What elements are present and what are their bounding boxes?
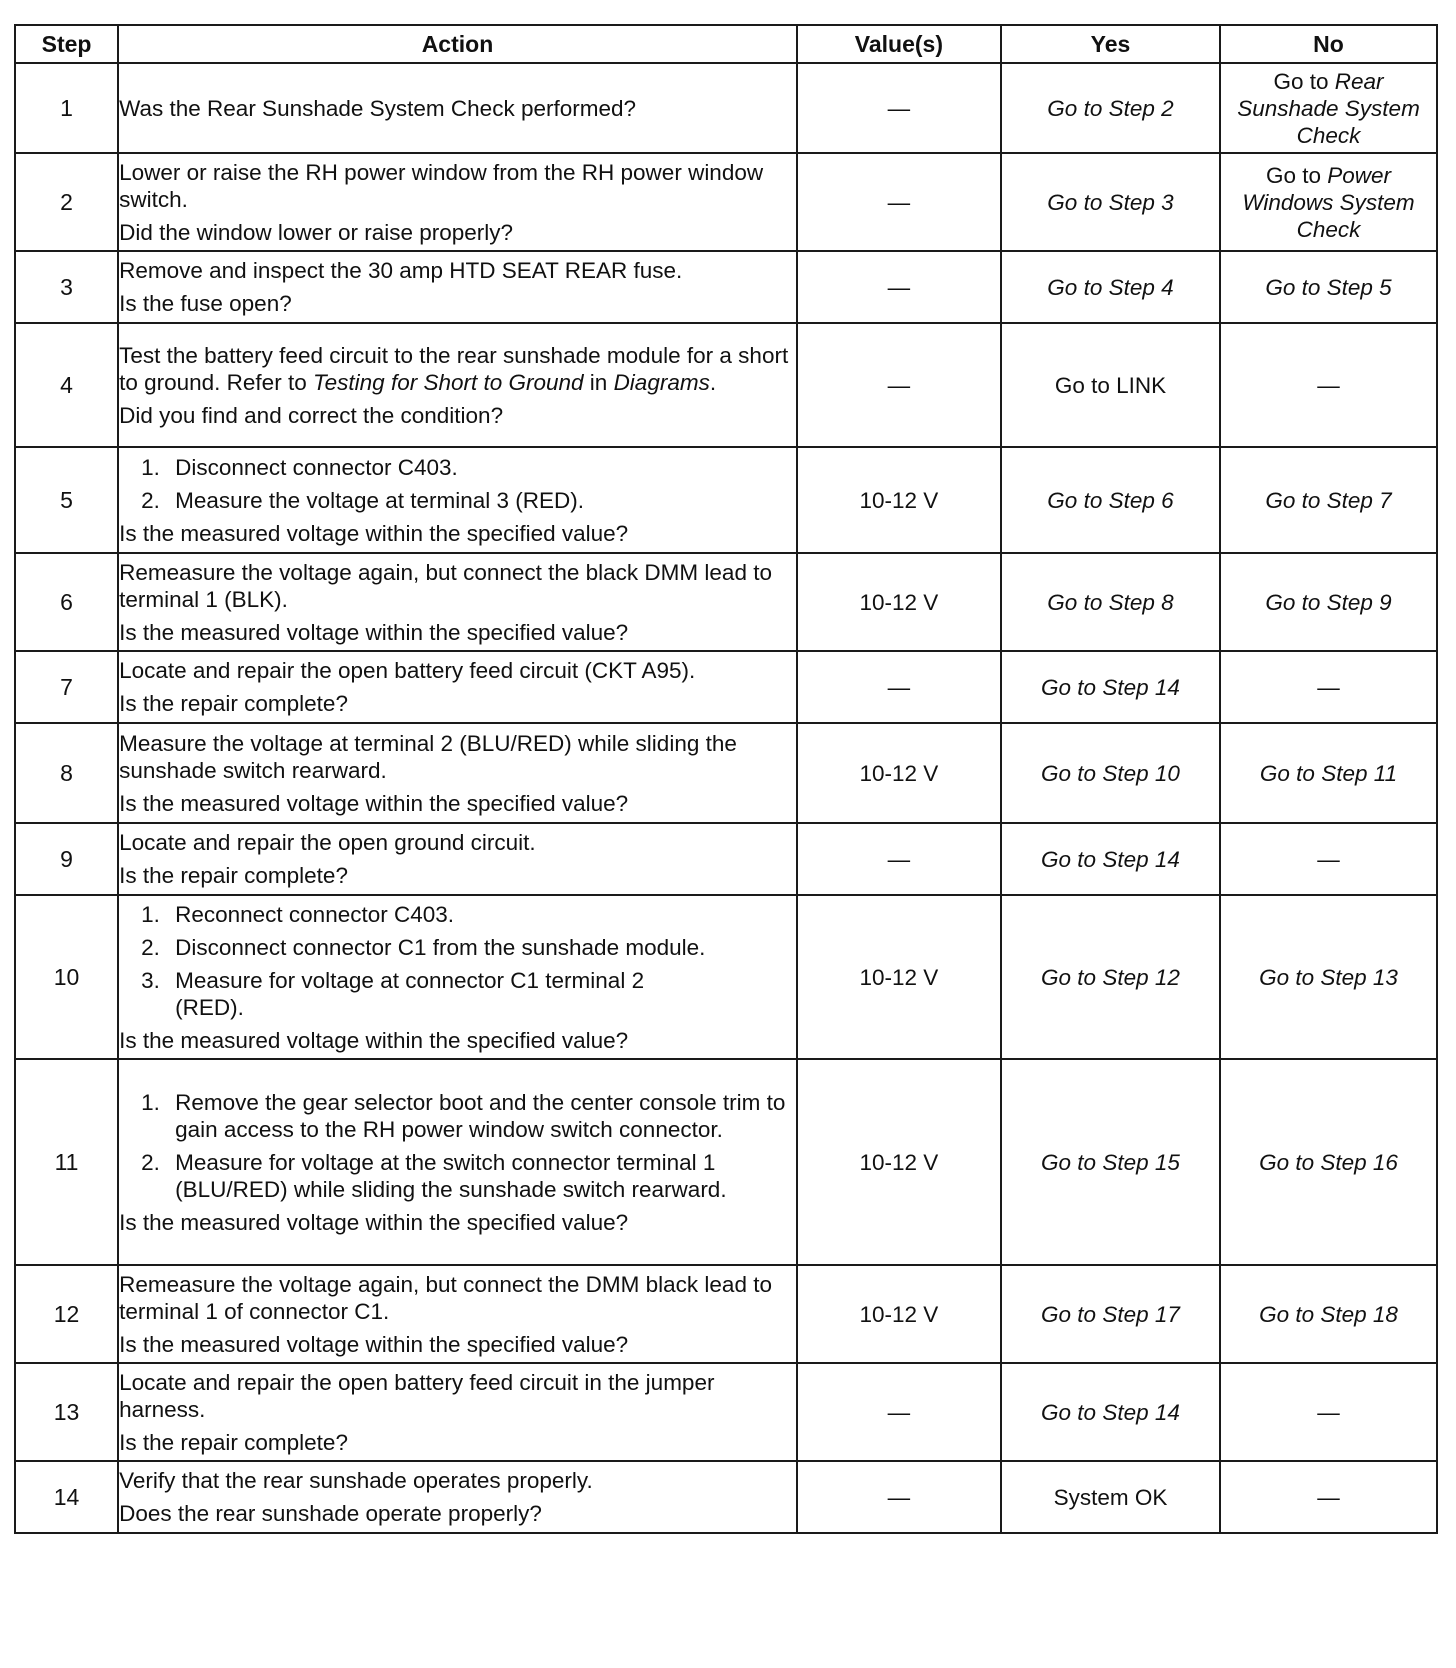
header-yes: Yes xyxy=(1001,25,1220,63)
value-cell: — xyxy=(797,251,1001,323)
action-question: Is the repair complete? xyxy=(119,863,348,888)
no-cell: Go to Step 9 xyxy=(1220,553,1437,651)
table-row xyxy=(15,895,1437,1059)
no-cell: Go to Step 13 xyxy=(1220,895,1437,1059)
table-row xyxy=(15,1059,1437,1265)
action-cell xyxy=(118,823,797,895)
action-cell xyxy=(118,447,797,553)
header-values: Value(s) xyxy=(797,25,1001,63)
no-cell: — xyxy=(1220,651,1437,723)
step-number: 14 xyxy=(15,1461,118,1533)
list-item: 3. Measure for voltage at connector C1 terminal 2 (RED). xyxy=(141,967,645,1020)
action-cell xyxy=(118,323,797,447)
action-cell xyxy=(118,651,797,723)
step-number: 11 xyxy=(15,1059,118,1265)
list-item: 2. Measure for voltage at the switch connector terminal 1 (BLU/RED) while sliding the sunshade switch rearward. xyxy=(141,1149,727,1202)
action-question: Is the measured voltage within the specified value? xyxy=(119,1331,629,1357)
table-row xyxy=(15,823,1437,895)
no-cell: Go to Step 11 xyxy=(1220,723,1437,823)
table-row xyxy=(15,447,1437,553)
reference-link: Testing for Short to Ground xyxy=(312,369,584,395)
list-item: 1. Reconnect connector C403. xyxy=(141,901,455,927)
step-number: 5 xyxy=(15,447,118,553)
yes-cell: Go to Step 2 xyxy=(1001,63,1220,153)
yes-cell: Go to Step 14 xyxy=(1001,823,1220,895)
no-cell: — xyxy=(1220,1363,1437,1461)
value-cell: 10-12 V xyxy=(797,447,1001,553)
action-cell xyxy=(118,153,797,251)
step-number: 7 xyxy=(15,651,118,723)
list-item: 2. Disconnect connector C1 from the sunshade module. xyxy=(141,934,706,960)
header-step: Step xyxy=(15,25,118,63)
yes-cell: Go to LINK xyxy=(1001,323,1220,447)
diagnostic-table xyxy=(14,24,1438,1534)
no-cell: — xyxy=(1220,1461,1437,1533)
value-cell: 10-12 V xyxy=(797,895,1001,1059)
value-cell: — xyxy=(797,323,1001,447)
no-cell: Go to Step 16 xyxy=(1220,1059,1437,1265)
no-prefix: Go to xyxy=(1265,162,1328,188)
action-cell xyxy=(118,63,797,153)
yes-cell: Go to Step 8 xyxy=(1001,553,1220,651)
step-number: 4 xyxy=(15,323,118,447)
step-number: 1 xyxy=(15,63,118,153)
yes-cell: Go to Step 14 xyxy=(1001,651,1220,723)
action-text: Lower or raise the RH power window from the RH power window switch. xyxy=(119,159,764,212)
action-cell xyxy=(118,1461,797,1533)
action-text: Locate and repair the open battery feed circuit (CKT A95). xyxy=(119,658,696,683)
value-cell: — xyxy=(797,823,1001,895)
yes-cell: System OK xyxy=(1001,1461,1220,1533)
step-number: 12 xyxy=(15,1265,118,1363)
action-text: Verify that the rear sunshade operates properly. xyxy=(119,1468,593,1493)
header-no: No xyxy=(1220,25,1437,63)
yes-cell: Go to Step 12 xyxy=(1001,895,1220,1059)
step-number: 8 xyxy=(15,723,118,823)
action-question: Does the rear sunshade operate properly? xyxy=(119,1501,542,1526)
step-number: 13 xyxy=(15,1363,118,1461)
list-item: 1. Remove the gear selector boot and the center console trim to gain access to the RH power window switch connector. xyxy=(141,1089,786,1142)
action-question: Is the measured voltage within the specified value? xyxy=(119,1027,629,1053)
action-text: Locate and repair the open ground circuit. xyxy=(119,830,536,855)
no-reference: Rear Sunshade System Check xyxy=(1237,68,1420,148)
no-cell xyxy=(1220,153,1437,251)
value-cell: — xyxy=(797,153,1001,251)
action-text: Remove and inspect the 30 amp HTD SEAT REAR fuse. xyxy=(119,258,683,283)
value-cell: 10-12 V xyxy=(797,1059,1001,1265)
step-number: 10 xyxy=(15,895,118,1059)
action-cell xyxy=(118,553,797,651)
yes-cell: Go to Step 4 xyxy=(1001,251,1220,323)
action-cell xyxy=(118,723,797,823)
no-cell: Go to Step 7 xyxy=(1220,447,1437,553)
value-cell: — xyxy=(797,651,1001,723)
yes-cell: Go to Step 14 xyxy=(1001,1363,1220,1461)
header-action: Action xyxy=(118,25,797,63)
action-question: Is the measured voltage within the specified value? xyxy=(119,619,629,645)
action-question: Is the fuse open? xyxy=(119,291,292,316)
action-cell xyxy=(118,895,797,1059)
action-steps-list xyxy=(119,1089,796,1203)
no-cell: — xyxy=(1220,823,1437,895)
table-header-row xyxy=(15,25,1437,63)
reference-link: Diagrams xyxy=(613,369,710,395)
value-cell: — xyxy=(797,1461,1001,1533)
value-cell: 10-12 V xyxy=(797,553,1001,651)
value-cell: — xyxy=(797,63,1001,153)
action-question: Is the repair complete? xyxy=(119,691,348,716)
step-number: 6 xyxy=(15,553,118,651)
action-steps-list xyxy=(119,454,796,514)
table-row xyxy=(15,153,1437,251)
action-text xyxy=(119,342,796,396)
table-row xyxy=(15,553,1437,651)
action-text-part: Test the battery feed circuit to the rear sunshade module for a short to ground. Refer to xyxy=(119,342,789,395)
table-row xyxy=(15,1461,1437,1533)
action-question: Did the window lower or raise properly? xyxy=(119,219,514,245)
action-cell xyxy=(118,1363,797,1461)
list-item: 1. Disconnect connector C403. xyxy=(141,454,458,480)
no-cell: — xyxy=(1220,323,1437,447)
table-row xyxy=(15,1265,1437,1363)
no-cell xyxy=(1220,63,1437,153)
action-text: Remeasure the voltage again, but connect the black DMM lead to terminal 1 (BLK). xyxy=(119,559,772,612)
action-cell xyxy=(118,1059,797,1265)
action-text: Was the Rear Sunshade System Check performed? xyxy=(119,95,637,121)
no-reference: Power Windows System Check xyxy=(1242,162,1415,242)
action-question: Is the measured voltage within the specified value? xyxy=(119,790,629,816)
table-row xyxy=(15,63,1437,153)
action-text-part: in xyxy=(583,369,614,395)
action-text: Measure the voltage at terminal 2 (BLU/RED) while sliding the sunshade switch rearward. xyxy=(119,730,737,783)
action-question: Is the measured voltage within the specified value? xyxy=(119,1209,629,1235)
step-number: 3 xyxy=(15,251,118,323)
no-cell: Go to Step 18 xyxy=(1220,1265,1437,1363)
action-question: Did you find and correct the condition? xyxy=(119,402,504,428)
table-row xyxy=(15,723,1437,823)
value-cell: 10-12 V xyxy=(797,1265,1001,1363)
yes-cell: Go to Step 3 xyxy=(1001,153,1220,251)
action-question: Is the measured voltage within the specified value? xyxy=(119,520,629,546)
table-row xyxy=(15,251,1437,323)
no-prefix: Go to xyxy=(1273,68,1335,94)
yes-cell: Go to Step 15 xyxy=(1001,1059,1220,1265)
no-cell: Go to Step 5 xyxy=(1220,251,1437,323)
table-row xyxy=(15,651,1437,723)
yes-cell: Go to Step 10 xyxy=(1001,723,1220,823)
step-number: 2 xyxy=(15,153,118,251)
step-number: 9 xyxy=(15,823,118,895)
value-cell: — xyxy=(797,1363,1001,1461)
value-cell: 10-12 V xyxy=(797,723,1001,823)
action-cell xyxy=(118,1265,797,1363)
table-row xyxy=(15,323,1437,447)
yes-cell: Go to Step 6 xyxy=(1001,447,1220,553)
table-row xyxy=(15,1363,1437,1461)
action-text-part: . xyxy=(709,369,717,395)
action-steps-list xyxy=(119,901,796,1021)
action-cell xyxy=(118,251,797,323)
action-question: Is the repair complete? xyxy=(119,1429,348,1455)
yes-cell: Go to Step 17 xyxy=(1001,1265,1220,1363)
action-text: Locate and repair the open battery feed circuit in the jumper harness. xyxy=(119,1369,715,1422)
list-item: 2. Measure the voltage at terminal 3 (RED). xyxy=(141,487,585,513)
action-text: Remeasure the voltage again, but connect the DMM black lead to terminal 1 of connector C1. xyxy=(119,1271,772,1324)
